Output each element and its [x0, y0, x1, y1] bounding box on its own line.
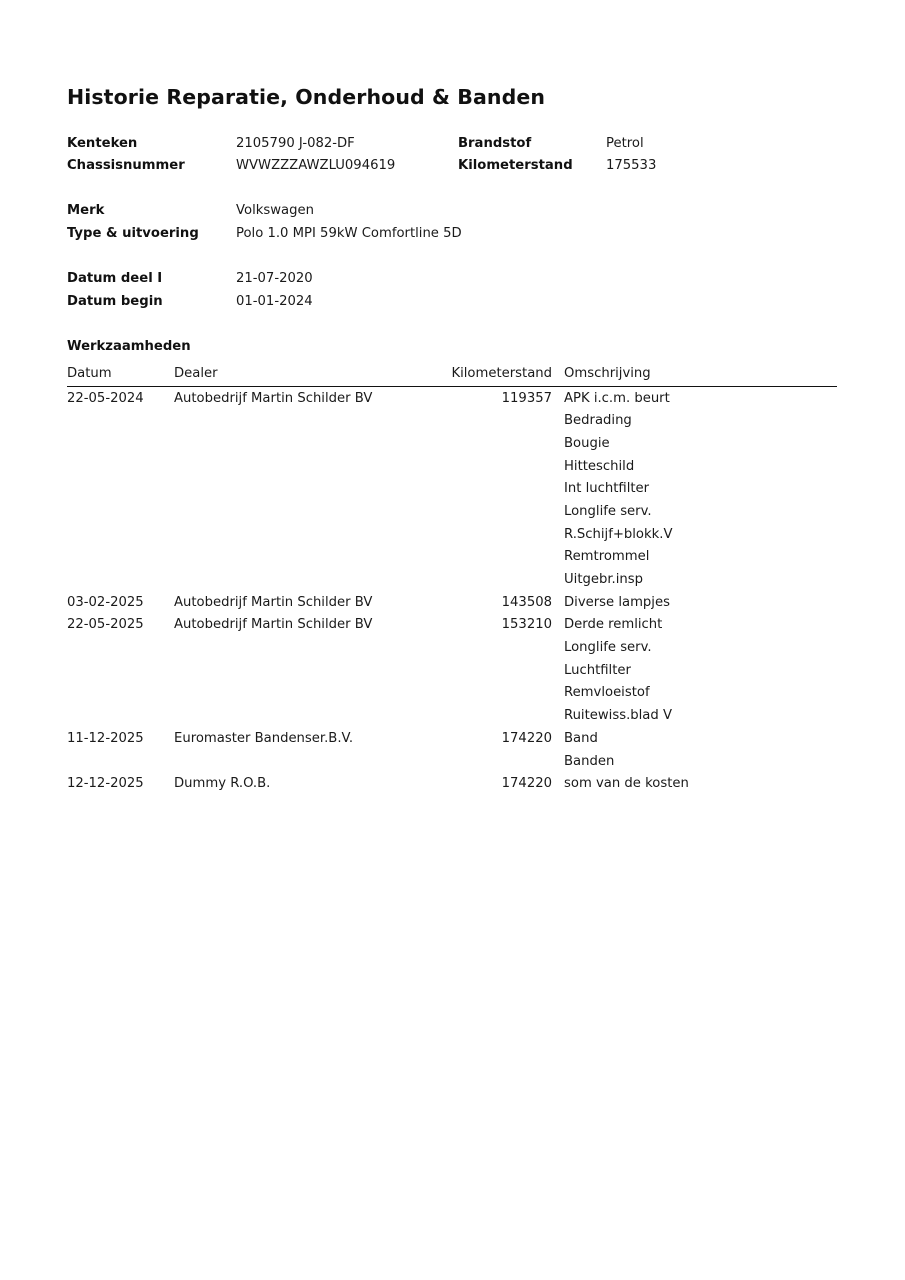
table-row-continuation	[67, 546, 837, 569]
cell-dealer: Autobedrijf Martin Schilder BV	[174, 390, 373, 406]
meta-label: Chassisnummer	[67, 158, 185, 174]
meta-row	[67, 291, 838, 314]
cell-omschrijving: som van de kosten	[564, 776, 689, 792]
meta-label: Datum deel I	[67, 271, 163, 287]
cell-omschrijving: Longlife serv.	[564, 503, 652, 519]
column-header-kilometerstand: Kilometerstand	[451, 365, 552, 381]
table-row-continuation	[67, 751, 837, 774]
meta-value: WVWZZZAWZLU094619	[236, 158, 396, 174]
meta-row	[67, 133, 838, 156]
cell-kilometerstand: 174220	[501, 776, 552, 792]
page-title: Historie Reparatie, Onderhoud & Banden	[67, 85, 546, 109]
cell-omschrijving: Remtrommel	[564, 549, 650, 565]
table-row	[67, 614, 837, 637]
table-row-continuation	[67, 705, 837, 728]
table-row-continuation	[67, 524, 837, 547]
table-row-continuation	[67, 660, 837, 683]
table-row-continuation	[67, 478, 837, 501]
table-row-continuation	[67, 433, 837, 456]
table-row-continuation	[67, 456, 837, 479]
cell-omschrijving: Band	[564, 730, 598, 746]
table-row-continuation	[67, 410, 837, 433]
cell-omschrijving: Uitgebr.insp	[564, 572, 644, 587]
cell-kilometerstand: 174220	[501, 730, 552, 746]
meta-value-secondary: 175533	[606, 158, 657, 174]
table-row	[67, 388, 837, 411]
meta-row	[67, 223, 838, 246]
table-row	[67, 728, 837, 751]
cell-omschrijving: Remvloeistof	[564, 685, 650, 701]
table-body	[67, 388, 837, 796]
meta-value: 01-01-2024	[236, 293, 313, 309]
meta-value: 21-07-2020	[236, 271, 313, 287]
spacer-block-1	[67, 178, 838, 201]
meta-value: 2105790 J-082-DF	[236, 135, 355, 151]
table-row	[67, 773, 837, 796]
column-header-datum: Datum	[67, 365, 112, 381]
meta-label-secondary: Kilometerstand	[458, 158, 573, 174]
cell-omschrijving: Longlife serv.	[564, 640, 652, 656]
meta-label: Merk	[67, 203, 105, 219]
cell-datum: 22-05-2024	[67, 390, 144, 406]
meta-label-secondary: Brandstof	[458, 135, 532, 151]
meta-value-secondary: Petrol	[606, 135, 644, 151]
vehicle-identification-block	[67, 133, 838, 178]
cell-dealer: Dummy R.O.B.	[174, 776, 271, 792]
document-body	[67, 84, 838, 796]
table-row-continuation	[67, 682, 837, 705]
column-header-dealer: Dealer	[174, 365, 218, 381]
table-row	[67, 592, 837, 615]
meta-value: Polo 1.0 MPI 59kW Comfortline 5D	[236, 226, 462, 242]
cell-omschrijving: Banden	[564, 753, 615, 769]
cell-omschrijving: Derde remlicht	[564, 617, 663, 633]
table-row-continuation	[67, 501, 837, 524]
cell-omschrijving: Bedrading	[564, 413, 632, 429]
cell-omschrijving: R.Schijf+blokk.V	[564, 526, 673, 542]
spacer-block-3	[67, 314, 838, 337]
spacer-after-title	[67, 110, 838, 133]
cell-datum: 03-02-2025	[67, 594, 144, 610]
cell-omschrijving: Hitteschild	[564, 458, 635, 474]
cell-kilometerstand: 153210	[501, 617, 552, 633]
cell-omschrijving: Diverse lampjes	[564, 594, 670, 610]
table-header-rule	[67, 386, 837, 387]
vehicle-dates-block	[67, 268, 838, 313]
cell-omschrijving: Ruitewiss.blad V	[564, 708, 672, 724]
works-table	[67, 363, 837, 796]
cell-dealer: Autobedrijf Martin Schilder BV	[174, 594, 373, 610]
table-header-row	[67, 363, 837, 386]
cell-dealer: Euromaster Bandenser.B.V.	[174, 730, 354, 746]
cell-omschrijving: Bougie	[564, 435, 610, 451]
meta-value: Volkswagen	[236, 203, 314, 219]
works-section-heading: Werkzaamheden	[67, 339, 191, 355]
cell-omschrijving: Int luchtfilter	[564, 481, 650, 497]
meta-label: Type & uitvoering	[67, 226, 199, 242]
meta-label: Kenteken	[67, 135, 138, 151]
table-row-continuation	[67, 637, 837, 660]
cell-omschrijving: APK i.c.m. beurt	[564, 390, 670, 406]
spacer-block-2	[67, 246, 838, 269]
cell-datum: 12-12-2025	[67, 776, 144, 792]
table-row-continuation	[67, 569, 837, 592]
meta-row	[67, 268, 838, 291]
meta-row	[67, 200, 838, 223]
cell-dealer: Autobedrijf Martin Schilder BV	[174, 617, 373, 633]
cell-datum: 22-05-2025	[67, 617, 144, 633]
meta-row	[67, 155, 838, 178]
cell-kilometerstand: 119357	[501, 390, 552, 406]
cell-omschrijving: Luchtfilter	[564, 662, 631, 678]
vehicle-model-block	[67, 200, 838, 245]
cell-datum: 11-12-2025	[67, 730, 144, 746]
meta-label: Datum begin	[67, 293, 163, 309]
column-header-omschrijving: Omschrijving	[564, 365, 651, 381]
cell-kilometerstand: 143508	[501, 594, 552, 610]
